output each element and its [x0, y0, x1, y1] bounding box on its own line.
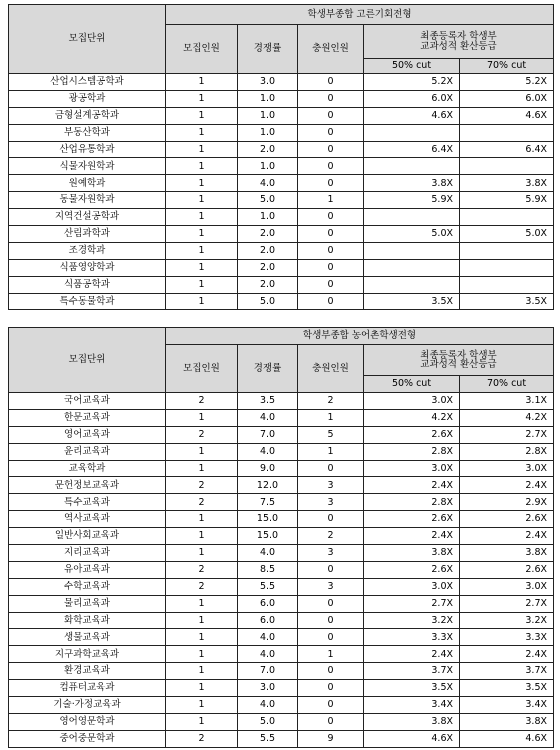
- cut50-grade: 3.8X: [364, 175, 460, 192]
- cut50-grade: 3.0X: [364, 460, 460, 477]
- table-row: [9, 443, 554, 460]
- cut50-grade: 2.6X: [364, 561, 460, 578]
- recruit-count: 1: [166, 528, 238, 545]
- extra-count: 0: [298, 561, 364, 578]
- cut50-grade: 6.0X: [364, 90, 460, 107]
- department-name: 화학교육과: [9, 612, 166, 629]
- recruit-count: 2: [166, 393, 238, 410]
- competition-ratio: 5.0: [238, 293, 298, 310]
- cut70-grade: 3.5X: [460, 680, 554, 697]
- ratio-header: 경쟁률: [238, 345, 298, 393]
- cut70-grade: 5.0X: [460, 226, 554, 243]
- department-name: 교육학과: [9, 460, 166, 477]
- recruit-count: 1: [166, 680, 238, 697]
- table-row: [9, 141, 554, 158]
- cut50-grade: 5.9X: [364, 192, 460, 209]
- recruit-count: 1: [166, 629, 238, 646]
- recruit-count: 2: [166, 494, 238, 511]
- extra-header: 충원인원: [298, 345, 364, 393]
- department-name: 특수교육과: [9, 494, 166, 511]
- extra-count: 3: [298, 494, 364, 511]
- extra-count: 1: [298, 409, 364, 426]
- unit-header: 모집단위: [9, 328, 166, 393]
- recruit-count: 1: [166, 697, 238, 714]
- competition-ratio: 3.5: [238, 393, 298, 410]
- grade-header: [364, 345, 554, 376]
- extra-count: 0: [298, 141, 364, 158]
- extra-count: 0: [298, 460, 364, 477]
- recruit-count: 1: [166, 226, 238, 243]
- cut50-grade: 2.4X: [364, 528, 460, 545]
- competition-ratio: 2.0: [238, 242, 298, 259]
- department-name: 물리교육과: [9, 595, 166, 612]
- table-row: [9, 409, 554, 426]
- extra-count: 0: [298, 595, 364, 612]
- recruit-count: 1: [166, 192, 238, 209]
- cut50-grade: [364, 276, 460, 293]
- cut70-grade: 3.3X: [460, 629, 554, 646]
- table-row: [9, 595, 554, 612]
- cut50-grade: 2.7X: [364, 595, 460, 612]
- department-name: 일반사회교육과: [9, 528, 166, 545]
- department-name: 식품공학과: [9, 276, 166, 293]
- cut70-header: 70% cut: [460, 59, 554, 74]
- recruit-count: 2: [166, 561, 238, 578]
- department-name: 생물교육과: [9, 629, 166, 646]
- cut70-grade: 5.9X: [460, 192, 554, 209]
- competition-ratio: 4.0: [238, 443, 298, 460]
- cut50-grade: [364, 158, 460, 175]
- table-row: [9, 393, 554, 410]
- table-row: [9, 646, 554, 663]
- recruit-count: 1: [166, 242, 238, 259]
- cut70-grade: 2.4X: [460, 646, 554, 663]
- competition-ratio: 6.0: [238, 595, 298, 612]
- recruit-count: 1: [166, 124, 238, 141]
- competition-ratio: 7.0: [238, 663, 298, 680]
- extra-count: 0: [298, 511, 364, 528]
- department-name: 문헌정보교육과: [9, 477, 166, 494]
- competition-ratio: 2.0: [238, 276, 298, 293]
- extra-count: 0: [298, 629, 364, 646]
- cut70-grade: 2.7X: [460, 426, 554, 443]
- cut50-grade: 2.6X: [364, 426, 460, 443]
- extra-count: 0: [298, 209, 364, 226]
- competition-ratio: 2.0: [238, 141, 298, 158]
- recruit-count: 1: [166, 612, 238, 629]
- competition-ratio: 1.0: [238, 158, 298, 175]
- cut70-grade: [460, 259, 554, 276]
- competition-ratio: 4.0: [238, 409, 298, 426]
- cut50-grade: 3.0X: [364, 578, 460, 595]
- cut70-grade: 3.4X: [460, 697, 554, 714]
- department-name: 산업시스템공학과: [9, 74, 166, 91]
- competition-ratio: 7.0: [238, 426, 298, 443]
- extra-count: 0: [298, 259, 364, 276]
- table-row: [9, 528, 554, 545]
- cut70-grade: 3.1X: [460, 393, 554, 410]
- extra-count: 9: [298, 730, 364, 747]
- cut70-grade: [460, 209, 554, 226]
- cut70-grade: [460, 242, 554, 259]
- grade-header-line2: 교과성적 환산등급: [420, 359, 497, 370]
- cut50-grade: 3.4X: [364, 697, 460, 714]
- department-name: 지구과학교육과: [9, 646, 166, 663]
- competition-ratio: 4.0: [238, 629, 298, 646]
- table-body: [9, 74, 554, 310]
- cut50-grade: 3.5X: [364, 293, 460, 310]
- recruit-count: 1: [166, 293, 238, 310]
- extra-count: 3: [298, 545, 364, 562]
- competition-ratio: 15.0: [238, 511, 298, 528]
- recruit-count: 1: [166, 409, 238, 426]
- extra-count: 0: [298, 713, 364, 730]
- department-name: 부동산학과: [9, 124, 166, 141]
- cut70-grade: [460, 158, 554, 175]
- recruit-count: 1: [166, 74, 238, 91]
- extra-count: 2: [298, 393, 364, 410]
- competition-ratio: 5.5: [238, 730, 298, 747]
- recruit-count: 1: [166, 595, 238, 612]
- extra-count: 1: [298, 646, 364, 663]
- recruit-count: 1: [166, 209, 238, 226]
- extra-count: 0: [298, 663, 364, 680]
- cut50-grade: 2.8X: [364, 443, 460, 460]
- competition-ratio: 4.0: [238, 646, 298, 663]
- cut70-grade: 2.4X: [460, 477, 554, 494]
- cut70-grade: 2.6X: [460, 561, 554, 578]
- admission-table-nongeochon: [8, 327, 554, 748]
- table-row: [9, 293, 554, 310]
- cut70-grade: 2.6X: [460, 511, 554, 528]
- recruit-count: 2: [166, 426, 238, 443]
- recruit-count: 2: [166, 578, 238, 595]
- extra-count: 0: [298, 175, 364, 192]
- unit-header: 모집단위: [9, 5, 166, 74]
- cut50-grade: [364, 242, 460, 259]
- table-row: [9, 90, 554, 107]
- cut70-grade: 3.0X: [460, 578, 554, 595]
- grade-header-line1: 최종등록자 학생부: [420, 31, 497, 42]
- table-row: [9, 175, 554, 192]
- department-name: 컴퓨터교육과: [9, 680, 166, 697]
- extra-count: 1: [298, 192, 364, 209]
- department-name: 국어교육과: [9, 393, 166, 410]
- cut50-grade: 5.0X: [364, 226, 460, 243]
- cut50-grade: 5.2X: [364, 74, 460, 91]
- ratio-header: 경쟁률: [238, 25, 298, 74]
- competition-ratio: 2.0: [238, 259, 298, 276]
- table-row: [9, 426, 554, 443]
- cut70-grade: 6.4X: [460, 141, 554, 158]
- competition-ratio: 15.0: [238, 528, 298, 545]
- table-row: [9, 242, 554, 259]
- table-row: [9, 663, 554, 680]
- competition-ratio: 4.0: [238, 697, 298, 714]
- department-name: 역사교육과: [9, 511, 166, 528]
- table-row: [9, 192, 554, 209]
- cut50-grade: [364, 209, 460, 226]
- competition-ratio: 1.0: [238, 124, 298, 141]
- cut50-grade: 3.8X: [364, 545, 460, 562]
- cut50-grade: [364, 259, 460, 276]
- competition-ratio: 4.0: [238, 545, 298, 562]
- extra-count: 0: [298, 158, 364, 175]
- table-row: [9, 545, 554, 562]
- department-name: 식품영양학과: [9, 259, 166, 276]
- cut70-grade: 2.8X: [460, 443, 554, 460]
- table-row: [9, 494, 554, 511]
- extra-count: 0: [298, 680, 364, 697]
- cut70-grade: 3.8X: [460, 713, 554, 730]
- cut70-header: 70% cut: [460, 376, 554, 393]
- table-row: [9, 124, 554, 141]
- table-row: [9, 680, 554, 697]
- table-row: [9, 209, 554, 226]
- recruit-count: 1: [166, 646, 238, 663]
- department-name: 한문교육과: [9, 409, 166, 426]
- cut50-grade: 2.4X: [364, 646, 460, 663]
- recruit-count: 1: [166, 663, 238, 680]
- cut70-grade: 3.5X: [460, 293, 554, 310]
- cut50-grade: 3.8X: [364, 713, 460, 730]
- department-name: 식물자원학과: [9, 158, 166, 175]
- competition-ratio: 5.0: [238, 713, 298, 730]
- extra-header: 충원인원: [298, 25, 364, 74]
- department-name: 수학교육과: [9, 578, 166, 595]
- extra-count: 5: [298, 426, 364, 443]
- recruit-count: 1: [166, 175, 238, 192]
- department-name: 영어영문학과: [9, 713, 166, 730]
- cut50-grade: 3.3X: [364, 629, 460, 646]
- cut50-grade: [364, 124, 460, 141]
- recruit-count: 1: [166, 158, 238, 175]
- recruit-count: 1: [166, 276, 238, 293]
- cut70-grade: 3.8X: [460, 175, 554, 192]
- cut70-grade: 3.2X: [460, 612, 554, 629]
- table-row: [9, 561, 554, 578]
- cut50-grade: 6.4X: [364, 141, 460, 158]
- table-row: [9, 713, 554, 730]
- cut70-grade: [460, 276, 554, 293]
- department-name: 원예학과: [9, 175, 166, 192]
- recruit-header: 모집인원: [166, 25, 238, 74]
- table-row: [9, 226, 554, 243]
- table-row: [9, 730, 554, 747]
- table-row: [9, 74, 554, 91]
- recruit-count: 1: [166, 511, 238, 528]
- table-row: [9, 511, 554, 528]
- department-name: 동물자원학과: [9, 192, 166, 209]
- recruit-count: 1: [166, 545, 238, 562]
- grade-header: [364, 25, 554, 59]
- extra-count: 0: [298, 90, 364, 107]
- cut70-grade: 3.0X: [460, 460, 554, 477]
- extra-count: 0: [298, 226, 364, 243]
- cut70-grade: 5.2X: [460, 74, 554, 91]
- recruit-count: 1: [166, 107, 238, 124]
- table-row: [9, 612, 554, 629]
- cut50-header: 50% cut: [364, 59, 460, 74]
- cut70-grade: 2.4X: [460, 528, 554, 545]
- type-header: 학생부종합 농어촌학생전형: [166, 328, 554, 345]
- competition-ratio: 12.0: [238, 477, 298, 494]
- cut50-grade: 4.6X: [364, 107, 460, 124]
- table-row: [9, 259, 554, 276]
- cut50-grade: 2.4X: [364, 477, 460, 494]
- cut70-grade: 4.6X: [460, 730, 554, 747]
- cut50-grade: 4.2X: [364, 409, 460, 426]
- extra-count: 1: [298, 443, 364, 460]
- competition-ratio: 1.0: [238, 107, 298, 124]
- table-row: [9, 578, 554, 595]
- extra-count: 0: [298, 697, 364, 714]
- competition-ratio: 1.0: [238, 209, 298, 226]
- cut70-grade: 4.6X: [460, 107, 554, 124]
- department-name: 특수동물학과: [9, 293, 166, 310]
- table-row: [9, 477, 554, 494]
- extra-count: 0: [298, 612, 364, 629]
- extra-count: 3: [298, 477, 364, 494]
- competition-ratio: 8.5: [238, 561, 298, 578]
- extra-count: 0: [298, 242, 364, 259]
- cut70-grade: 3.8X: [460, 545, 554, 562]
- cut50-grade: 3.5X: [364, 680, 460, 697]
- cut50-header: 50% cut: [364, 376, 460, 393]
- recruit-header: 모집인원: [166, 345, 238, 393]
- recruit-count: 1: [166, 443, 238, 460]
- extra-count: 0: [298, 124, 364, 141]
- table-row: [9, 107, 554, 124]
- cut50-grade: 4.6X: [364, 730, 460, 747]
- cut70-grade: 2.7X: [460, 595, 554, 612]
- grade-header-line2: 교과성적 환산등급: [420, 40, 497, 52]
- table-row: [9, 460, 554, 477]
- cut70-grade: 4.2X: [460, 409, 554, 426]
- recruit-count: 1: [166, 460, 238, 477]
- recruit-count: 2: [166, 730, 238, 747]
- department-name: 산업유통학과: [9, 141, 166, 158]
- competition-ratio: 6.0: [238, 612, 298, 629]
- table-row: [9, 697, 554, 714]
- department-name: 유아교육과: [9, 561, 166, 578]
- table-body: [9, 393, 554, 748]
- competition-ratio: 1.0: [238, 90, 298, 107]
- cut50-grade: 2.8X: [364, 494, 460, 511]
- recruit-count: 1: [166, 259, 238, 276]
- department-name: 기술·가정교육과: [9, 697, 166, 714]
- competition-ratio: 2.0: [238, 226, 298, 243]
- competition-ratio: 7.5: [238, 494, 298, 511]
- extra-count: 0: [298, 276, 364, 293]
- department-name: 금형설계공학과: [9, 107, 166, 124]
- department-name: 윤리교육과: [9, 443, 166, 460]
- recruit-count: 1: [166, 141, 238, 158]
- department-name: 중어중문학과: [9, 730, 166, 747]
- department-name: 산림과학과: [9, 226, 166, 243]
- table-row: [9, 158, 554, 175]
- department-name: 지리교육과: [9, 545, 166, 562]
- cut70-grade: 3.7X: [460, 663, 554, 680]
- cut50-grade: 2.6X: [364, 511, 460, 528]
- extra-count: 0: [298, 107, 364, 124]
- department-name: 지역건설공학과: [9, 209, 166, 226]
- department-name: 환경교육과: [9, 663, 166, 680]
- department-name: 광공학과: [9, 90, 166, 107]
- competition-ratio: 3.0: [238, 74, 298, 91]
- competition-ratio: 5.5: [238, 578, 298, 595]
- cut50-grade: 3.0X: [364, 393, 460, 410]
- grade-header-line1: 최종등록자 학생부: [420, 349, 497, 361]
- extra-count: 3: [298, 578, 364, 595]
- cut50-grade: 3.2X: [364, 612, 460, 629]
- cut70-grade: 6.0X: [460, 90, 554, 107]
- admission-table-goreun: [8, 4, 554, 310]
- competition-ratio: 3.0: [238, 680, 298, 697]
- recruit-count: 1: [166, 90, 238, 107]
- cut70-grade: [460, 124, 554, 141]
- cut50-grade: 3.7X: [364, 663, 460, 680]
- department-name: 조경학과: [9, 242, 166, 259]
- extra-count: 0: [298, 293, 364, 310]
- type-header: 학생부종합 고른기회전형: [166, 5, 554, 25]
- competition-ratio: 9.0: [238, 460, 298, 477]
- extra-count: 0: [298, 74, 364, 91]
- table-row: [9, 276, 554, 293]
- extra-count: 2: [298, 528, 364, 545]
- table-row: [9, 629, 554, 646]
- department-name: 영어교육과: [9, 426, 166, 443]
- recruit-count: 1: [166, 713, 238, 730]
- competition-ratio: 4.0: [238, 175, 298, 192]
- cut70-grade: 2.9X: [460, 494, 554, 511]
- recruit-count: 2: [166, 477, 238, 494]
- competition-ratio: 5.0: [238, 192, 298, 209]
